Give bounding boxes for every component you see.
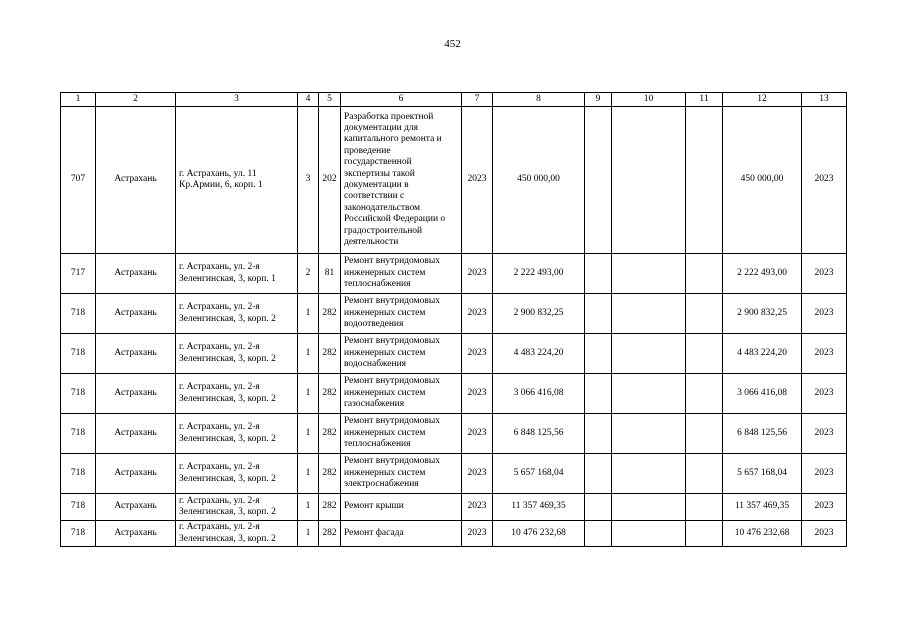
cell-col9 xyxy=(585,107,612,254)
cell-col4: 1 xyxy=(298,521,319,547)
table-row xyxy=(61,294,847,334)
cell-city: Астрахань xyxy=(96,454,176,494)
cell-col5: 81 xyxy=(319,254,341,294)
cell-work-type: Ремонт внутридомовых инженерных систем водоснабжения xyxy=(341,334,462,374)
cell-address: г. Астрахань, ул. 2-я Зеленгинская, 3, корп. 1 xyxy=(176,254,298,294)
cell-address: г. Астрахань, ул. 2-я Зеленгинская, 3, корп. 2 xyxy=(176,521,298,547)
cell-col5: 282 xyxy=(319,414,341,454)
cell-year: 2023 xyxy=(462,494,493,521)
cell-col11 xyxy=(686,294,723,334)
cell-cost: 450 000,00 xyxy=(493,107,585,254)
cell-col9 xyxy=(585,294,612,334)
cell-col10 xyxy=(612,374,686,414)
cell-cost: 4 483 224,20 xyxy=(493,334,585,374)
table-row xyxy=(61,494,847,521)
cell-year-end: 2023 xyxy=(802,334,847,374)
cell-total: 5 657 168,04 xyxy=(723,454,802,494)
cell-col9 xyxy=(585,454,612,494)
cell-col4: 3 xyxy=(298,107,319,254)
cell-year: 2023 xyxy=(462,107,493,254)
cell-year: 2023 xyxy=(462,521,493,547)
cell-year-end: 2023 xyxy=(802,494,847,521)
cell-year-end: 2023 xyxy=(802,254,847,294)
cell-col5: 282 xyxy=(319,494,341,521)
column-header: 9 xyxy=(585,93,612,107)
cell-col5: 282 xyxy=(319,521,341,547)
table-row xyxy=(61,454,847,494)
cell-col9 xyxy=(585,494,612,521)
cell-work-type: Ремонт крыши xyxy=(341,494,462,521)
cell-number: 718 xyxy=(61,334,96,374)
column-header: 1 xyxy=(61,93,96,107)
column-header: 10 xyxy=(612,93,686,107)
cell-total: 450 000,00 xyxy=(723,107,802,254)
cell-col9 xyxy=(585,521,612,547)
cell-year-end: 2023 xyxy=(802,521,847,547)
cell-col9 xyxy=(585,334,612,374)
cell-address: г. Астрахань, ул. 2-я Зеленгинская, 3, корп. 2 xyxy=(176,334,298,374)
column-header: 11 xyxy=(686,93,723,107)
cell-col4: 2 xyxy=(298,254,319,294)
cell-cost: 6 848 125,56 xyxy=(493,414,585,454)
table-row xyxy=(61,521,847,547)
cell-work-type: Ремонт внутридомовых инженерных систем газоснабжения xyxy=(341,374,462,414)
column-header: 12 xyxy=(723,93,802,107)
cell-col10 xyxy=(612,521,686,547)
cell-total: 4 483 224,20 xyxy=(723,334,802,374)
cell-city: Астрахань xyxy=(96,374,176,414)
table-row xyxy=(61,254,847,294)
column-header: 7 xyxy=(462,93,493,107)
cell-col5: 282 xyxy=(319,374,341,414)
column-header: 3 xyxy=(176,93,298,107)
cell-col4: 1 xyxy=(298,414,319,454)
cell-address: г. Астрахань, ул. 2-я Зеленгинская, 3, корп. 2 xyxy=(176,414,298,454)
cell-city: Астрахань xyxy=(96,521,176,547)
table-row xyxy=(61,334,847,374)
cell-col11 xyxy=(686,494,723,521)
cell-col11 xyxy=(686,374,723,414)
cell-number: 707 xyxy=(61,107,96,254)
cell-number: 718 xyxy=(61,294,96,334)
cell-city: Астрахань xyxy=(96,414,176,454)
cell-address: г. Астрахань, ул. 2-я Зеленгинская, 3, корп. 2 xyxy=(176,294,298,334)
column-header: 8 xyxy=(493,93,585,107)
cell-total: 2 900 832,25 xyxy=(723,294,802,334)
cell-year-end: 2023 xyxy=(802,454,847,494)
table-row xyxy=(61,107,847,254)
table-row xyxy=(61,374,847,414)
cell-total: 11 357 469,35 xyxy=(723,494,802,521)
cell-number: 718 xyxy=(61,374,96,414)
cell-col9 xyxy=(585,374,612,414)
cell-year-end: 2023 xyxy=(802,294,847,334)
cell-year: 2023 xyxy=(462,374,493,414)
cell-col4: 1 xyxy=(298,294,319,334)
cell-cost: 11 357 469,35 xyxy=(493,494,585,521)
cell-col11 xyxy=(686,254,723,294)
cell-col5: 282 xyxy=(319,294,341,334)
cell-number: 718 xyxy=(61,494,96,521)
cell-col4: 1 xyxy=(298,454,319,494)
cell-col10 xyxy=(612,414,686,454)
cell-total: 6 848 125,56 xyxy=(723,414,802,454)
cell-total: 2 222 493,00 xyxy=(723,254,802,294)
cell-col11 xyxy=(686,414,723,454)
cell-total: 3 066 416,08 xyxy=(723,374,802,414)
cell-work-type: Ремонт внутридомовых инженерных систем электроснабжения xyxy=(341,454,462,494)
cell-col11 xyxy=(686,454,723,494)
cell-cost: 3 066 416,08 xyxy=(493,374,585,414)
cell-number: 718 xyxy=(61,454,96,494)
column-header: 13 xyxy=(802,93,847,107)
data-table xyxy=(60,92,847,547)
cell-number: 718 xyxy=(61,521,96,547)
cell-total: 10 476 232,68 xyxy=(723,521,802,547)
cell-work-type: Ремонт фасада xyxy=(341,521,462,547)
cell-cost: 2 222 493,00 xyxy=(493,254,585,294)
cell-address: г. Астрахань, ул. 2-я Зеленгинская, 3, корп. 2 xyxy=(176,494,298,521)
cell-work-type: Ремонт внутридомовых инженерных систем теплоснабжения xyxy=(341,254,462,294)
cell-col4: 1 xyxy=(298,334,319,374)
cell-col11 xyxy=(686,334,723,374)
cell-year-end: 2023 xyxy=(802,374,847,414)
header-row xyxy=(61,93,847,107)
cell-year: 2023 xyxy=(462,334,493,374)
cell-year-end: 2023 xyxy=(802,414,847,454)
cell-work-type: Ремонт внутридомовых инженерных систем теплоснабжения xyxy=(341,414,462,454)
column-header: 2 xyxy=(96,93,176,107)
cell-col10 xyxy=(612,107,686,254)
cell-col4: 1 xyxy=(298,494,319,521)
cell-col10 xyxy=(612,454,686,494)
cell-address: г. Астрахань, ул. 11 Кр.Армии, 6, корп. 1 xyxy=(176,107,298,254)
cell-col10 xyxy=(612,334,686,374)
cell-city: Астрахань xyxy=(96,107,176,254)
cell-year: 2023 xyxy=(462,254,493,294)
cell-address: г. Астрахань, ул. 2-я Зеленгинская, 3, корп. 2 xyxy=(176,374,298,414)
cell-col11 xyxy=(686,107,723,254)
cell-address: г. Астрахань, ул. 2-я Зеленгинская, 3, корп. 2 xyxy=(176,454,298,494)
cell-year: 2023 xyxy=(462,454,493,494)
cell-city: Астрахань xyxy=(96,254,176,294)
cell-year: 2023 xyxy=(462,294,493,334)
cell-number: 717 xyxy=(61,254,96,294)
cell-col4: 1 xyxy=(298,374,319,414)
cell-col11 xyxy=(686,521,723,547)
cell-cost: 5 657 168,04 xyxy=(493,454,585,494)
column-header: 5 xyxy=(319,93,341,107)
cell-col5: 282 xyxy=(319,334,341,374)
cell-year: 2023 xyxy=(462,414,493,454)
cell-city: Астрахань xyxy=(96,494,176,521)
cell-col10 xyxy=(612,494,686,521)
column-header: 6 xyxy=(341,93,462,107)
cell-year-end: 2023 xyxy=(802,107,847,254)
cell-col10 xyxy=(612,294,686,334)
table-row xyxy=(61,414,847,454)
cell-col5: 202 xyxy=(319,107,341,254)
cell-city: Астрахань xyxy=(96,334,176,374)
cell-work-type: Ремонт внутридомовых инженерных систем водоотведения xyxy=(341,294,462,334)
cell-col10 xyxy=(612,254,686,294)
cell-col9 xyxy=(585,414,612,454)
cell-city: Астрахань xyxy=(96,294,176,334)
cell-number: 718 xyxy=(61,414,96,454)
cell-col9 xyxy=(585,254,612,294)
cell-cost: 2 900 832,25 xyxy=(493,294,585,334)
cell-work-type: Разработка проектной документации для капитального ремонта и проведение государственной экспертизы такой документации в соответствии с законодательством Российской Федерации о градостроительной деятельности xyxy=(341,107,462,254)
cell-cost: 10 476 232,68 xyxy=(493,521,585,547)
column-header: 4 xyxy=(298,93,319,107)
cell-col5: 282 xyxy=(319,454,341,494)
page-number: 452 xyxy=(444,38,461,50)
